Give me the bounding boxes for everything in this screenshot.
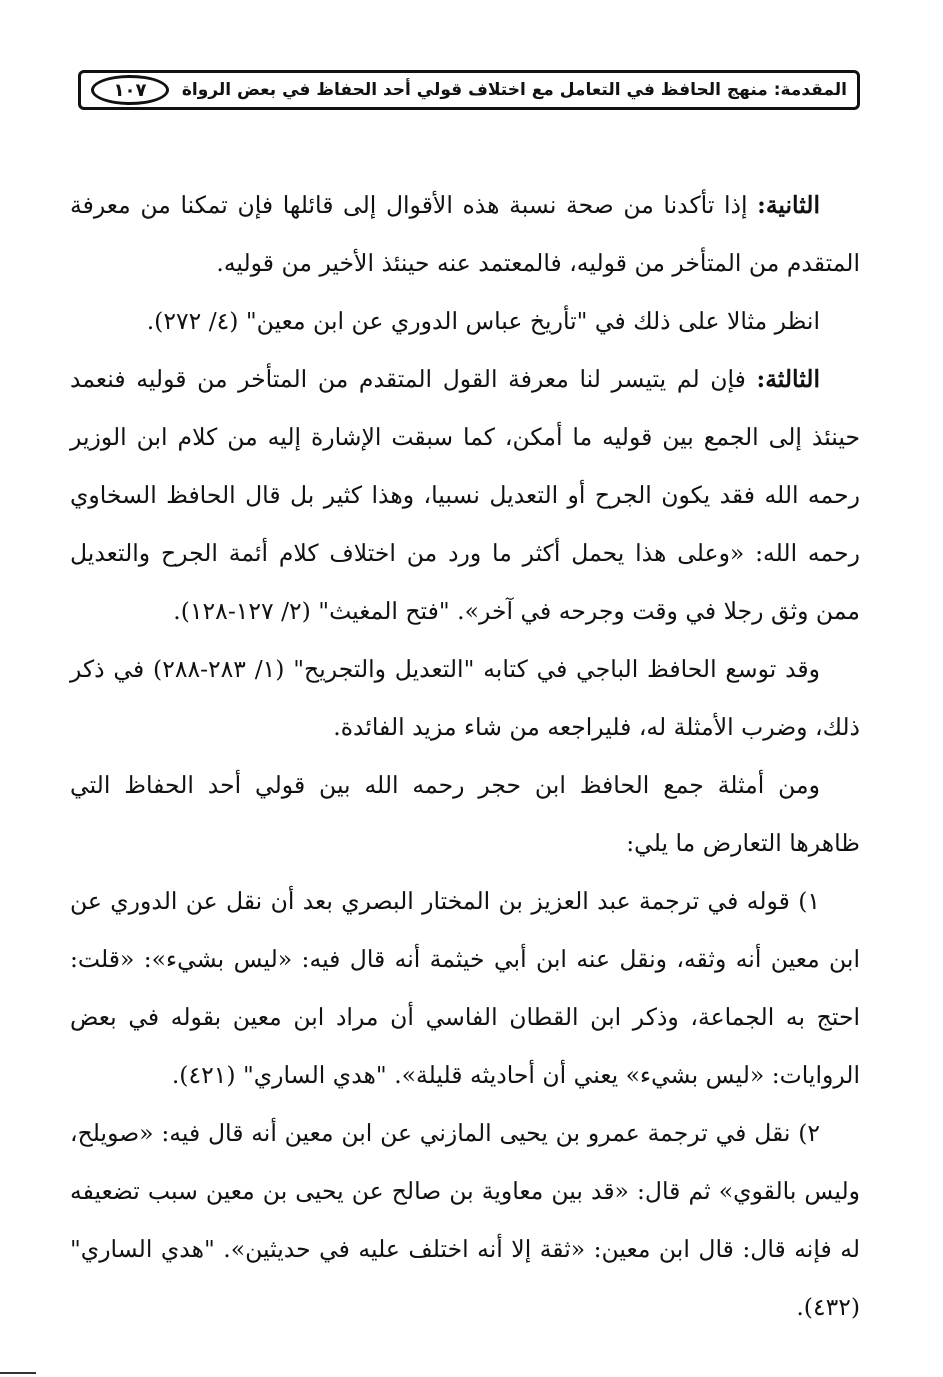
- page-header: [78, 70, 860, 110]
- paragraph-text: إذا تأكدنا من صحة نسبة هذه الأقوال إلى قائلها فإن تمكنا من معرفة المتقدم من المتأخر من قوليه، فالمعتمد عنه حينئذ الأخير من قوليه.: [70, 191, 860, 277]
- paragraph-text: انظر مثالا على ذلك في "تأريخ عباس الدوري عن ابن معين" (٤/ ٢٧٢).: [146, 307, 820, 335]
- body-text: [70, 176, 860, 1336]
- paragraph-lead: الثالثة:: [756, 365, 820, 393]
- paragraph-baji-reference: [70, 640, 860, 756]
- paragraph-example-one: [70, 872, 860, 1104]
- paragraph-text: وقد توسع الحافظ الباجي في كتابه "التعديل والتجريح" (١/ ٢٨٣-٢٨٨) في ذكر ذلك، وضرب الأمثلة له، فليراجعه من شاء مزيد الفائدة.: [70, 655, 860, 741]
- paragraph-text: فإن لم يتيسر لنا معرفة القول المتقدم من المتأخر من قوليه فنعمد حينئذ إلى الجمع بين قوليه ما أمكن، كما سبقت الإشارة إليه من كلام ابن الوزير رحمه الله فقد يكون الجرح أو التعديل نسبيا، وهذا كثير بل قال الحافظ السخاوي رحمه الله: «وعلى هذا يحمل أكثر ما ورد من اختلاف كلام أئمة الجرح والتعديل ممن وثق رجلا في وقت وجرحه في آخر». "فتح المغيث" (٢/ ١٢٧-١٢٨).: [70, 365, 860, 625]
- paragraph-lead: الثانية:: [757, 191, 820, 219]
- paragraph-examples-intro: [70, 756, 860, 872]
- paragraph-second-case: [70, 176, 860, 292]
- footer-rule: [0, 1372, 36, 1374]
- paragraph-text: ٢) نقل في ترجمة عمرو بن يحيى المازني عن ابن معين أنه قال فيه: «صويلح، وليس بالقوي» ثم قال: «قد بين معاوية بن صالح عن يحيى بن معين سبب تضعيفه له فإنه قال: قال ابن معين: «ثقة إلا أنه اختلف عليه في حديثين». "هدي الساري" (٤٣٢).: [70, 1119, 860, 1321]
- paragraph-third-case: [70, 350, 860, 640]
- header-title-lead: المقدمة:: [773, 80, 847, 100]
- page-number: ١٠٧: [91, 75, 169, 105]
- paragraph-text: ومن أمثلة جمع الحافظ ابن حجر رحمه الله بين قولي أحد الحفاظ التي ظاهرها التعارض ما يلي:: [70, 771, 860, 857]
- paragraph-example-two: [70, 1104, 860, 1336]
- paragraph-text: ١) قوله في ترجمة عبد العزيز بن المختار البصري بعد أن نقل عن الدوري عن ابن معين أنه وثقه، ونقل عنه ابن أبي خيثمة أنه قال فيه: «ليس بشيء»: «قلت: احتج به الجماعة، وذكر ابن القطان الفاسي أن مراد ابن معين بقوله في بعض الروايات: «ليس بشيء» يعني أن أحاديثه قليلة». "هدي الساري" (٤٢١).: [70, 887, 860, 1089]
- paragraph-example-reference: [70, 292, 860, 350]
- header-title: [179, 80, 847, 100]
- header-title-text: منهج الحافظ في التعامل مع اختلاف قولي أحد الحفاظ في بعض الرواة: [181, 80, 768, 100]
